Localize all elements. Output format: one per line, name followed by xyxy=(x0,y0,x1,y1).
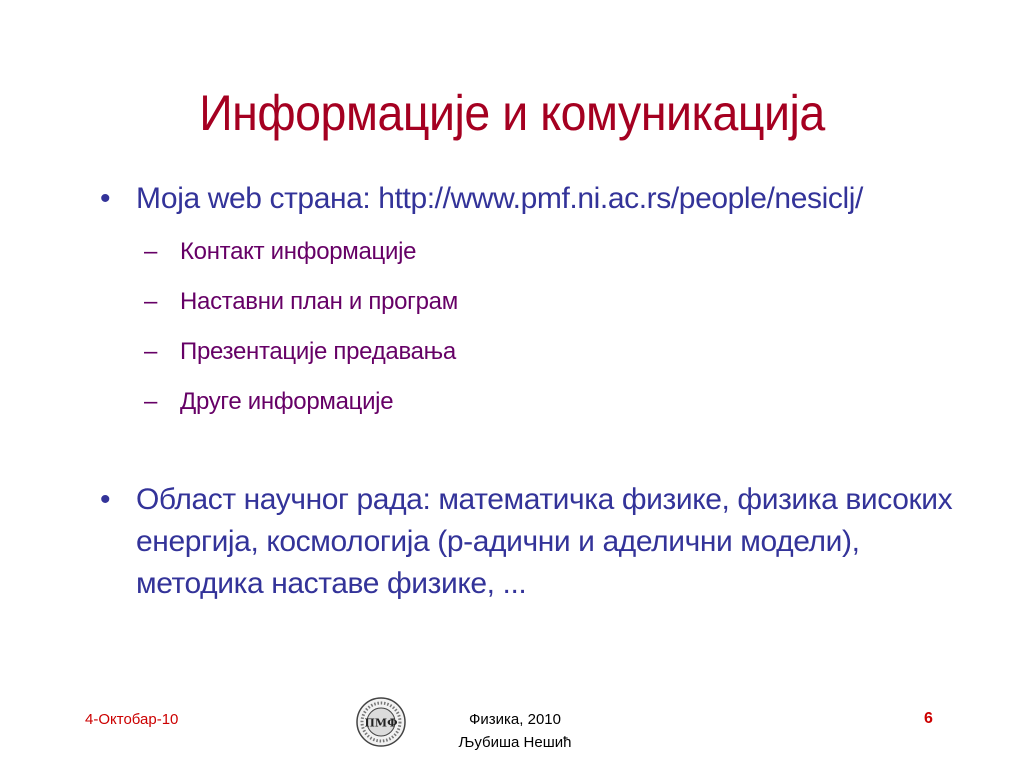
spacer xyxy=(100,427,980,479)
footer-course: Физика, 2010 xyxy=(469,711,561,728)
sub-bullet-list xyxy=(100,227,980,427)
sub-bullet-lectures xyxy=(100,327,980,377)
sub-bullet-other xyxy=(100,377,980,427)
sub-bullet-text: Друге информације xyxy=(180,388,394,415)
dash-icon: – xyxy=(144,338,158,365)
sub-bullet-contact xyxy=(100,227,980,277)
slide-body xyxy=(100,178,980,605)
bullet-research-area xyxy=(100,479,980,605)
bullet-text: Област научног рада: математичка физике, физика високих енергија, космологија (p-адични и аделични модели), методика наставе физике, ... xyxy=(136,483,953,600)
sub-bullet-text: Контакт информације xyxy=(180,238,417,265)
sub-bullet-curriculum xyxy=(100,277,980,327)
bullet-web-page xyxy=(100,178,980,220)
sub-bullet-text: Наставни план и програм xyxy=(180,288,458,315)
page-number: 6 xyxy=(924,710,933,727)
seal-letters: ПМФ xyxy=(364,716,398,730)
footer-center xyxy=(440,708,590,754)
pmf-seal-icon xyxy=(356,697,406,747)
slide-title: Информације и комуникација xyxy=(199,85,825,141)
bullet-icon: • xyxy=(100,182,111,215)
footer-author: Љубиша Нешић xyxy=(458,734,572,751)
dash-icon: – xyxy=(144,288,158,315)
dash-icon: – xyxy=(144,238,158,265)
sub-bullet-text: Презентације предавања xyxy=(180,338,456,365)
dash-icon: – xyxy=(144,388,158,415)
bullet-text: Моја web страна: http://www.pmf.ni.ac.rs/people/nesiclj/ xyxy=(136,182,863,215)
footer-date: 4-Октобар-10 xyxy=(85,711,179,728)
bullet-icon: • xyxy=(100,483,111,516)
